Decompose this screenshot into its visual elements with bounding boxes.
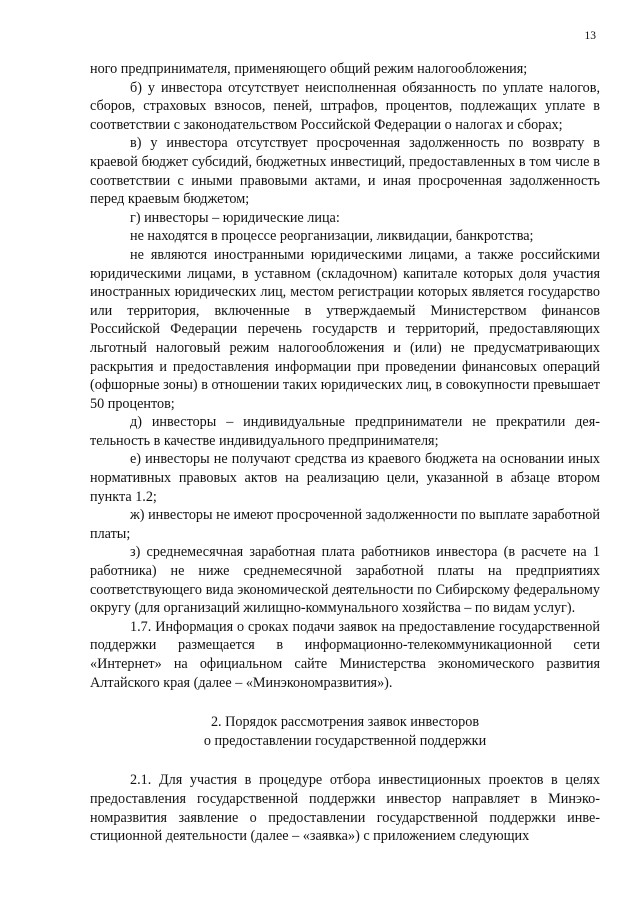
- paragraph-2-1: 2.1. Для участия в процедуре отбора инвестиционных проектов в целях предоставления государственной поддержки инвестор направляет в Минэкономразвития заявление о предоставлении государственной поддержки инвестиционной деятельности (далее – «заявка») с приложением следующих: [90, 772, 600, 845]
- paragraph-item-z: з) среднемесячная заработная плата работников инвестора (в расчете на 1 работника) не ниже среднемесячной заработной платы на предприятиях соответствующего вида экономической деятельности по Сибирскому федеральному округу (для организаций жилищно-коммунального хозяйства – по видам услуг).: [90, 544, 600, 617]
- paragraph-1-7: 1.7. Информация о сроках подачи заявок на предоставление государственной поддержки размещается в информационно-телекоммуникационной сети «Интернет» на официальном сайте Министерства экономического развития Алтайского края (далее – «Минэкономразвития»).: [90, 618, 600, 691]
- paragraph-item-d: д) инвесторы – индивидуальные предприниматели не прекратили деятельность в качестве индивидуального предпринимателя;: [90, 414, 600, 449]
- paragraph-item-e: е) инвесторы не получают средства из краевого бюджета на основании иных нормативных правовых актов на реализацию цели, указанной в абзаце втором пункта 1.2;: [90, 451, 600, 505]
- section-2-heading-line-2: о предоставлении государственной поддержки: [203, 732, 487, 749]
- section-2-heading: [90, 713, 600, 750]
- paragraph-continuation: ного предпринимателя, применяющего общий режим налогообложения;: [90, 61, 528, 77]
- paragraph-item-g-sub1: не находятся в процессе реорганизации, ликвидации, банкротства;: [130, 228, 534, 245]
- paragraph-item-b: б) у инвестора отсутствует неисполненная обязанность по уплате налогов, сборов, страховых взносов, пеней, штрафов, процентов, подлежащих уплате в соответствии с законодательством Российской Федерации о налогах и сборах;: [90, 79, 600, 133]
- paragraph-item-zh: ж) инвесторы не имеют просроченной задолженности по выплате заработной платы;: [90, 507, 600, 542]
- paragraph-item-g: г) инвесторы – юридические лица:: [130, 209, 340, 226]
- document-body: [90, 60, 600, 846]
- paragraph-item-g-sub2: не являются иностранными юридическими лицами, а также российскими юридическими лицами, в уставном (складочном) капитале которых доля участия иностранных юридических лиц, местом регистрации которых является государство или территория, включенные в утверждаемый Министерством финансов Российской Федерации перечень государств и территорий, предоставляющих льготный налоговый режим налогообложения и (или) не предусматривающих раскрытия и предоставления информации при проведении финансовых операций (офшорные зоны) в отношении таких юридических лиц, в совокупности превышает 50 процентов;: [90, 246, 600, 412]
- page-number: 13: [584, 30, 596, 42]
- paragraph-item-v: в) у инвестора отсутствует просроченная задолженность по возврату в краевой бюджет субсидий, бюджетных инвестиций, предоставленных в том числе в соответствии с иными правовыми актами, и иная просроченная задолженность перед краевым бюджетом;: [90, 135, 600, 208]
- section-2-heading-line-1: 2. Порядок рассмотрения заявок инвесторов: [210, 714, 480, 731]
